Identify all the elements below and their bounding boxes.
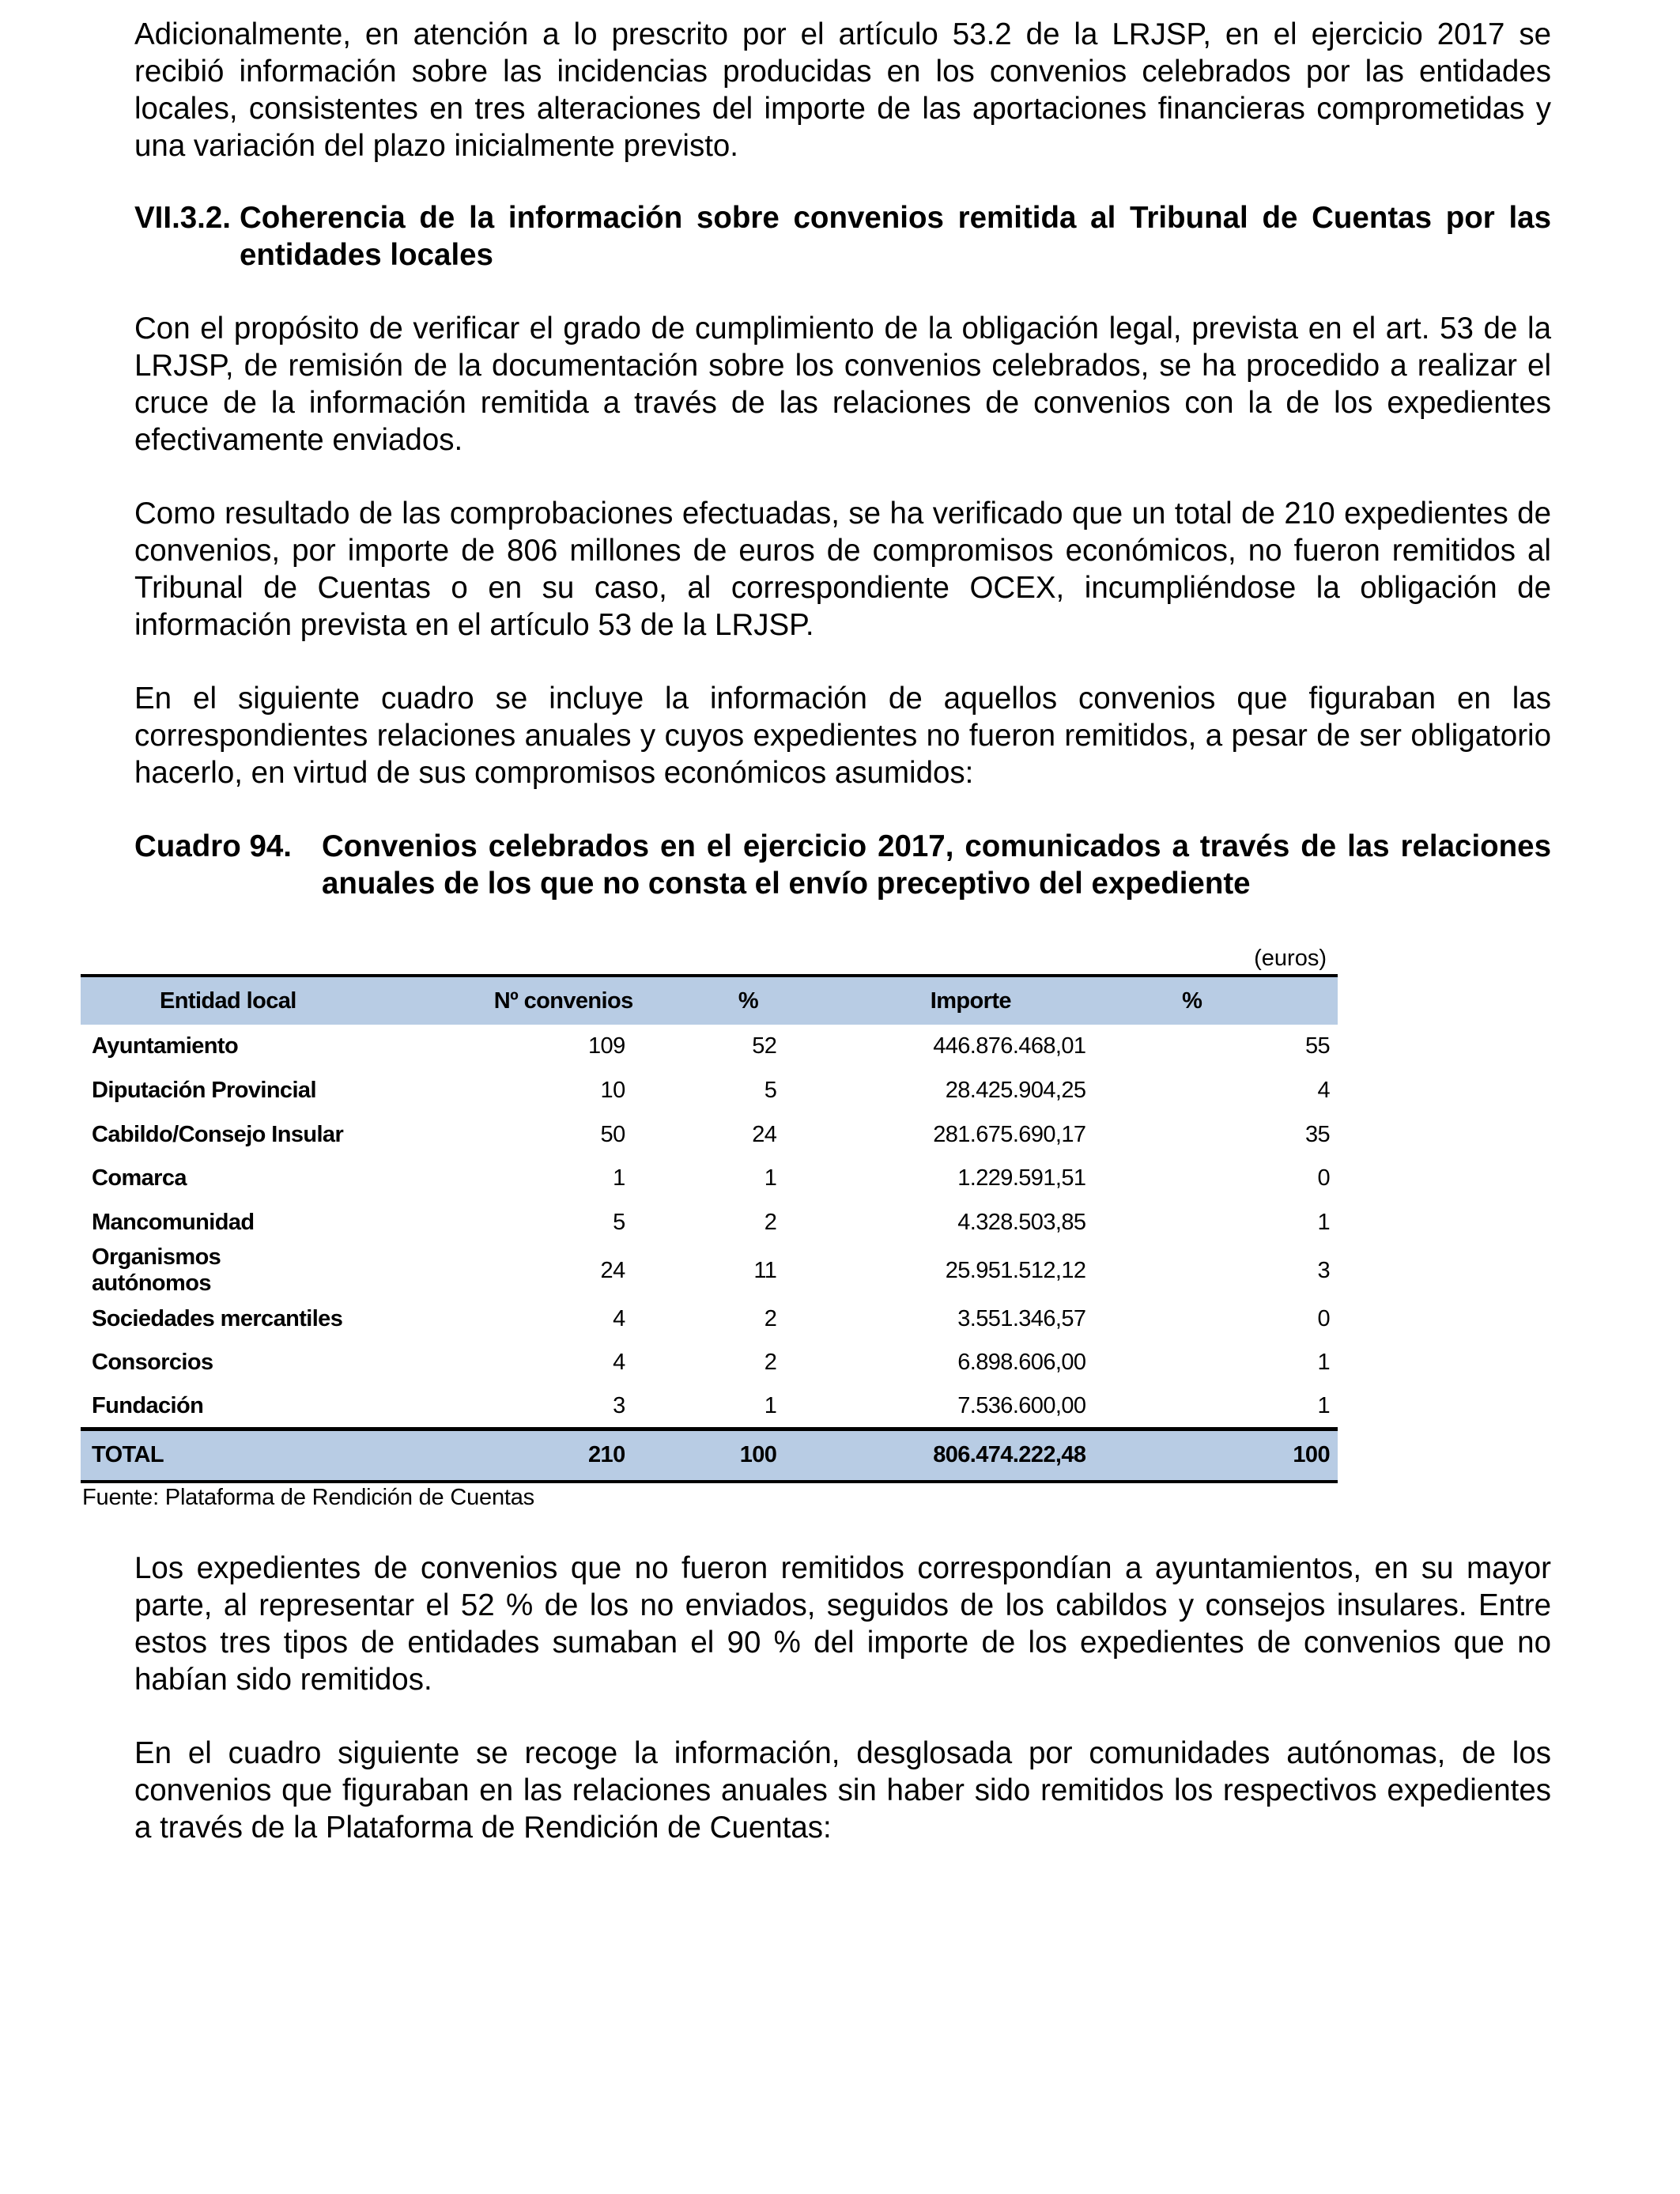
cell-entidad: Fundación <box>92 1392 204 1418</box>
cell-pct-importe: 55 <box>1304 1033 1330 1059</box>
table-source: Fuente: Plataforma de Rendición de Cuentas <box>82 1484 534 1510</box>
cell-num: 3 <box>613 1392 625 1418</box>
cell-pct-importe: 1 <box>1317 1350 1330 1376</box>
cell-importe: 1.229.591,51 <box>957 1165 1086 1191</box>
header-entidad: Entidad local <box>160 987 296 1014</box>
table-row <box>81 1157 1338 1201</box>
table-row <box>81 1297 1338 1341</box>
section-number: VII.3.2. <box>134 201 231 235</box>
section-title: Coherencia de la información sobre convenios remitida al Tribunal de Cuentas por las entidades locales <box>240 201 1551 272</box>
cell-num: 10 <box>600 1078 625 1104</box>
total-label: TOTAL <box>92 1442 164 1468</box>
paragraph-resultado: Como resultado de las comprobaciones efectuadas, se ha verificado que un total de 210 expedientes de convenios, por importe de 806 millones de euros de compromisos económicos, no fueron remitidos al Tribunal de Cuentas o en su caso, al correspondiente OCEX, incumpliéndose la obligación de información prevista en el artículo 53 de la LRJSP. <box>134 497 1551 642</box>
cell-num: 5 <box>613 1210 625 1236</box>
cell-importe: 7.536.600,00 <box>957 1392 1086 1418</box>
paragraph-analisis: Los expedientes de convenios que no fueron remitidos correspondían a ayuntamientos, en su mayor parte, al representar el 52 % de los no enviados, seguidos de los cabildos y consejos insulares. Entre estos tres tipos de entidades sumaban el 90 % del importe de los expedientes de convenios que no habían sido remitidos. <box>134 1551 1551 1697</box>
cell-num: 4 <box>613 1350 625 1376</box>
table-row <box>81 1069 1338 1113</box>
caption-title: Convenios celebrados en el ejercicio 2017, comunicados a través de las relaciones anuales de los que no consta el envío preceptivo del expediente <box>322 829 1551 901</box>
cell-pct: 24 <box>752 1121 777 1147</box>
cell-pct-importe: 0 <box>1317 1305 1330 1331</box>
table-units: (euros) <box>1254 946 1327 971</box>
cell-importe: 28.425.904,25 <box>945 1078 1086 1104</box>
header-pct-convenios: % <box>738 987 759 1014</box>
cell-pct-importe: 1 <box>1317 1210 1330 1236</box>
cell-importe: 446.876.468,01 <box>933 1033 1086 1059</box>
cell-entidad: Cabildo/Consejo Insular <box>92 1121 344 1147</box>
table-row <box>81 1244 1338 1297</box>
convenios-table <box>81 974 1338 1483</box>
total-importe: 806.474.222,48 <box>933 1442 1086 1468</box>
total-num: 210 <box>588 1442 625 1468</box>
paragraph-cuadro-siguiente: En el cuadro siguiente se recoge la información, desglosada por comunidades autónomas, de los convenios que figuraban en las relaciones anuales sin haber sido remitidos los respectivos expedientes a través de la Plataforma de Rendición de Cuentas: <box>134 1736 1551 1845</box>
table-row <box>81 1341 1338 1385</box>
cell-importe: 25.951.512,12 <box>945 1257 1086 1283</box>
cell-entidad: Sociedades mercantiles <box>92 1305 343 1331</box>
cell-num: 50 <box>600 1121 625 1147</box>
cell-pct-importe: 0 <box>1317 1165 1330 1191</box>
cell-pct-importe: 4 <box>1317 1078 1330 1104</box>
cell-importe: 4.328.503,85 <box>957 1210 1086 1236</box>
cell-pct: 2 <box>764 1210 777 1236</box>
cell-pct: 2 <box>764 1350 777 1376</box>
header-pct-importe: % <box>1182 987 1202 1014</box>
cell-pct-importe: 3 <box>1317 1257 1330 1283</box>
table-total-row <box>81 1429 1338 1482</box>
cell-pct: 1 <box>764 1165 777 1191</box>
cell-entidad: Mancomunidad <box>92 1210 255 1236</box>
cell-pct: 11 <box>753 1257 777 1283</box>
cell-num: 1 <box>613 1165 625 1191</box>
caption-number: Cuadro 94. <box>134 829 292 863</box>
cell-importe: 6.898.606,00 <box>957 1350 1086 1376</box>
cell-pct: 5 <box>764 1078 777 1104</box>
cell-entidad: Organismos autónomos <box>92 1244 221 1297</box>
table-header-row <box>81 976 1338 1025</box>
header-num-convenios: Nº convenios <box>493 987 633 1014</box>
cell-entidad: Comarca <box>92 1165 187 1191</box>
cell-num: 109 <box>588 1033 625 1059</box>
header-importe: Importe <box>930 987 1011 1014</box>
document-page <box>134 16 1551 902</box>
paragraph-proposito: Con el propósito de verificar el grado de cumplimiento de la obligación legal, prevista en el art. 53 de la LRJSP, de remisión de la documentación sobre los convenios celebrados, se ha procedido a realizar el cruce de la información remitida a través de las relaciones de convenios con la de los expedientes efectivamente enviados. <box>134 312 1551 457</box>
total-pct: 100 <box>739 1442 777 1468</box>
convenios-table-block <box>81 942 1338 1511</box>
cell-pct: 52 <box>752 1033 777 1059</box>
table-row <box>81 1201 1338 1245</box>
table-caption <box>134 828 1551 902</box>
paragraph-incidencias: Adicionalmente, en atención a lo prescrito por el artículo 53.2 de la LRJSP, en el ejercicio 2017 se recibió información sobre las incidencias producidas en los convenios celebrados por las entidades locales, consistentes en tres alteraciones del importe de las aportaciones financieras comprometidas y una variación del plazo inicialmente previsto. <box>134 17 1551 163</box>
cell-num: 4 <box>613 1305 625 1331</box>
cell-pct-importe: 35 <box>1304 1121 1330 1147</box>
cell-importe: 3.551.346,57 <box>957 1305 1086 1331</box>
cell-entidad: Consorcios <box>92 1350 213 1376</box>
cell-entidad: Ayuntamiento <box>92 1033 239 1059</box>
cell-pct-importe: 1 <box>1317 1392 1330 1418</box>
cell-num: 24 <box>600 1257 625 1283</box>
table-row <box>81 1385 1338 1429</box>
table-row <box>81 1025 1338 1069</box>
table-row <box>81 1112 1338 1157</box>
section-heading <box>134 199 1551 274</box>
total-pct-importe: 100 <box>1293 1442 1330 1468</box>
document-page-continued <box>134 1550 1551 1846</box>
cell-importe: 281.675.690,17 <box>933 1121 1086 1147</box>
cell-pct: 1 <box>764 1392 777 1418</box>
paragraph-cuadro-intro: En el siguiente cuadro se incluye la información de aquellos convenios que figuraban en las correspondientes relaciones anuales y cuyos expedientes no fueron remitidos, a pesar de ser obligatorio hacerlo, en virtud de sus compromisos económicos asumidos: <box>134 682 1551 790</box>
cell-entidad: Diputación Provincial <box>92 1078 316 1104</box>
cell-pct: 2 <box>764 1305 777 1331</box>
